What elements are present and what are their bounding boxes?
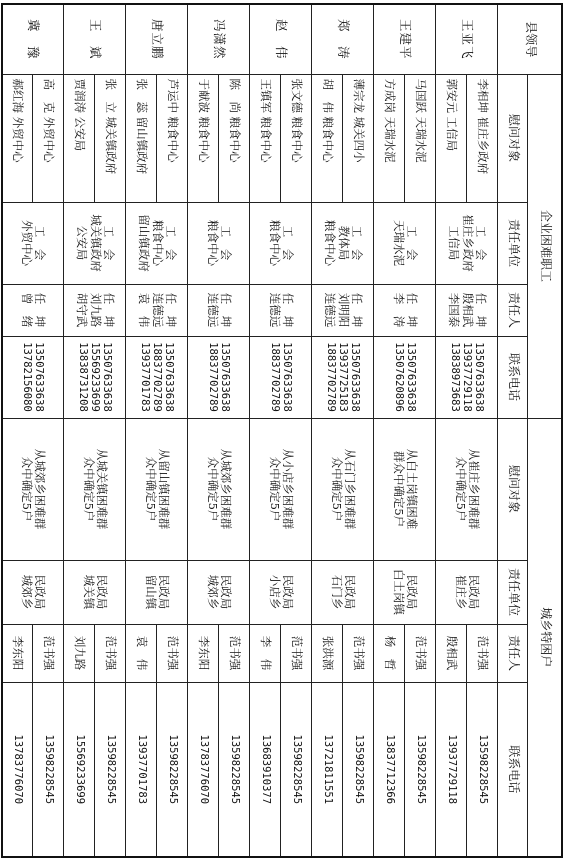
- enterprise-person-line: 连德远: [268, 292, 282, 328]
- enterprise-unit: [312, 202, 374, 284]
- enterprise-person: [126, 284, 188, 336]
- township-person: 范书强: [343, 624, 374, 682]
- enterprise-object: 陈 尚 粮食中心: [219, 74, 250, 202]
- enterprise-phone-line: 18837702789: [151, 342, 164, 412]
- township-unit-line: 民政局: [405, 574, 420, 610]
- enterprise-unit-line: 粮食中心: [150, 220, 165, 266]
- township-person: 李东阳: [2, 624, 33, 682]
- township-person: 范书强: [219, 624, 250, 682]
- enterprise-phone: [188, 336, 250, 418]
- enterprise-person: [64, 284, 126, 336]
- enterprise-phone: [374, 336, 436, 418]
- enterprise-person: [188, 284, 250, 336]
- township-unit-line: 白土岗镇: [392, 569, 406, 616]
- township-person: 张洪源: [312, 624, 343, 682]
- enterprise-person-line: 任 坤: [101, 292, 116, 328]
- table-row: [405, 4, 436, 857]
- township-person: 李 伟: [250, 624, 281, 682]
- enterprise-person-line: 连德远: [206, 292, 220, 328]
- enterprise-person-line: 任 坤: [349, 292, 364, 328]
- enterprise-object: 郝红海 外贸中心: [2, 74, 33, 202]
- township-unit-line: 石门乡: [330, 574, 344, 610]
- enterprise-phone: [250, 336, 312, 418]
- township-person: 杨 哲: [374, 624, 405, 682]
- township-object-line: 众中确定5户: [82, 456, 96, 522]
- enterprise-phone-line: 15569233699: [89, 342, 102, 412]
- township-unit-line: 民政局: [281, 574, 296, 610]
- township-object-line: 众中确定5户: [454, 456, 468, 522]
- enterprise-object: 于献波 粮食中心: [188, 74, 219, 202]
- enterprise-person-line: 连德远: [323, 292, 338, 328]
- enterprise-unit-line: 工 会: [473, 225, 488, 261]
- township-object-line: 群众中确定5户: [392, 450, 406, 528]
- enterprise-unit-line: 工信局: [447, 225, 462, 261]
- leader-name: 唐立鹏: [126, 4, 188, 74]
- enterprise-phone-line: 13782156080: [21, 342, 34, 412]
- leader-name: 王亚飞: [436, 4, 498, 74]
- table-row: [33, 4, 64, 857]
- township-unit-line: 崔庄乡: [454, 574, 468, 610]
- enterprise-object: 王镇军 粮食中心: [250, 74, 281, 202]
- leader-name: 王 斌: [64, 4, 126, 74]
- col-header-person: 责任人: [498, 284, 528, 336]
- township-unit: [374, 560, 436, 624]
- township-person: 袁 伟: [126, 624, 157, 682]
- enterprise-unit-line: 粮食中心: [323, 220, 338, 266]
- enterprise-unit-line: 粮食中心: [268, 220, 282, 266]
- enterprise-phone: [2, 336, 64, 418]
- township-object: [312, 418, 374, 560]
- enterprise-object: 高 克 外贸中心: [33, 74, 64, 202]
- enterprise-unit-line: 工 会: [101, 225, 116, 261]
- table-row: [281, 4, 312, 857]
- township-object-line: 众中确定5户: [268, 456, 282, 522]
- township-phone: 13598228545: [405, 682, 436, 857]
- enterprise-unit-line: 天瑞水泥: [392, 220, 406, 266]
- township-person: 范书强: [33, 624, 64, 682]
- enterprise-person-line: 连德远: [150, 292, 165, 328]
- enterprise-person-line: 任 坤: [219, 292, 234, 328]
- township-person: 范书强: [467, 624, 498, 682]
- township-phone: 13598228545: [95, 682, 126, 857]
- township-object: [188, 418, 250, 560]
- enterprise-object: 张 立 城关镇政府: [95, 74, 126, 202]
- township-phone: 13783776070: [188, 682, 219, 857]
- township-unit-line: 民政局: [467, 574, 482, 610]
- enterprise-unit-line: 教体局: [336, 225, 351, 261]
- township-phone: 15569233699: [64, 682, 95, 857]
- enterprise-person-line: 任 坤: [473, 292, 488, 328]
- township-unit-line: 留山镇: [144, 574, 158, 610]
- township-phone: 13598228545: [33, 682, 64, 857]
- enterprise-unit-line: 城关镇政府: [88, 214, 103, 272]
- enterprise-object: 胡 伟 粮食中心: [312, 74, 343, 202]
- enterprise-person: [436, 284, 498, 336]
- township-unit-line: 民政局: [95, 574, 110, 610]
- enterprise-phone-line: 13838973683: [448, 342, 461, 412]
- enterprise-unit-line: 工 会: [219, 225, 234, 261]
- enterprise-person-line: 李国泰: [447, 292, 462, 328]
- enterprise-unit-line: 工 会: [349, 225, 364, 261]
- enterprise-object: 郭安元 工信局: [436, 74, 467, 202]
- enterprise-person-line: 刘明阳: [336, 292, 351, 328]
- township-phone: 13721811551: [312, 682, 343, 857]
- enterprise-object: 张文德 粮食中心: [281, 74, 312, 202]
- township-unit: [2, 560, 64, 624]
- col-header-object: 慰问对象: [498, 74, 528, 202]
- enterprise-phone-line: 13937701783: [138, 342, 151, 412]
- township-unit-line: 民政局: [219, 574, 234, 610]
- enterprise-phone-line: 13507633638: [101, 342, 114, 412]
- enterprise-person: [374, 284, 436, 336]
- township-unit: [436, 560, 498, 624]
- table-row: [467, 4, 498, 857]
- enterprise-phone-line: 13838731208: [76, 342, 89, 412]
- enterprise-object: 李相坤 崔庄乡政府: [467, 74, 498, 202]
- township-object-line: 从白土岗镇困难: [405, 448, 420, 530]
- township-phone: 13937701783: [126, 682, 157, 857]
- enterprise-person: [2, 284, 64, 336]
- township-person: 刘九路: [64, 624, 95, 682]
- enterprise-unit-line: 留山镇政府: [137, 214, 152, 272]
- township-object-line: 众中确定5户: [20, 456, 35, 522]
- township-phone: 13598228545: [219, 682, 250, 857]
- enterprise-unit: [188, 202, 250, 284]
- township-person: 李东阳: [188, 624, 219, 682]
- table-row: [157, 4, 188, 857]
- leader-name: 王建平: [374, 4, 436, 74]
- enterprise-phone: [126, 336, 188, 418]
- enterprise-object: 张 蕊 留山镇政府: [126, 74, 157, 202]
- enterprise-phone-line: 13507633638: [33, 342, 46, 412]
- township-unit-line: 民政局: [157, 574, 172, 610]
- township-person: 殷相武: [436, 624, 467, 682]
- enterprise-person-line: 任 坤: [163, 292, 178, 328]
- enterprise-phone-line: 13507633638: [473, 342, 486, 412]
- enterprise-unit: [2, 202, 64, 284]
- township-object: [250, 418, 312, 560]
- enterprise-phone-line: 13937729118: [461, 342, 474, 412]
- township-unit: [250, 560, 312, 624]
- township-object: [126, 418, 188, 560]
- enterprise-unit: [374, 202, 436, 284]
- enterprise-phone: [436, 336, 498, 418]
- township-unit: [188, 560, 250, 624]
- enterprise-unit-line: 崔庄乡政府: [460, 214, 475, 272]
- leader-name: 冀 豫: [2, 4, 64, 74]
- enterprise-person-line: 胡守武: [75, 292, 90, 328]
- county-leader-header: 县领导: [498, 4, 562, 74]
- enterprise-unit-line: 工 会: [163, 225, 178, 261]
- enterprise-person-line: 任 坤: [33, 292, 48, 328]
- enterprise-phone-line: 18837702789: [207, 342, 219, 412]
- township-person: 范书强: [157, 624, 188, 682]
- enterprise-person-line: 任 坤: [405, 292, 420, 328]
- enterprise-unit: [436, 202, 498, 284]
- township-object: [436, 418, 498, 560]
- township-phone: 13783776070: [2, 682, 33, 857]
- township-object-line: 从崔庄乡困难群: [467, 448, 482, 530]
- township-unit-line: 小店乡: [268, 574, 282, 610]
- enterprise-unit-line: 外贸中心: [20, 220, 35, 266]
- township-unit-line: 城关镇: [82, 574, 96, 610]
- township-object-line: 从城郊乡困难群: [33, 448, 48, 530]
- leader-name: 赵 伟: [250, 4, 312, 74]
- enterprise-person-line: 刘九路: [88, 292, 103, 328]
- enterprise-phone-line: 13937725183: [337, 342, 350, 412]
- township-object: [374, 418, 436, 560]
- table-row: [95, 4, 126, 857]
- township-phone: 13683910377: [250, 682, 281, 857]
- township-phone: 13598228545: [281, 682, 312, 857]
- enterprise-person-line: 李 涛: [392, 292, 406, 328]
- township-object: [64, 418, 126, 560]
- township-phone: 13837712366: [374, 682, 405, 857]
- township-phone: 13598228545: [467, 682, 498, 857]
- enterprise-unit-line: 工 会: [281, 225, 296, 261]
- township-unit: [312, 560, 374, 624]
- col-header-unit: 责任单位: [498, 560, 528, 624]
- township-unit-line: 民政局: [343, 574, 358, 610]
- township-object-line: 从留山镇困难群: [157, 448, 172, 530]
- table-body: [2, 4, 498, 857]
- enterprise-person-line: 曾 绪: [20, 292, 35, 328]
- leader-name: 冯潇然: [188, 4, 250, 74]
- enterprise-unit-line: 粮食中心: [206, 220, 220, 266]
- township-object-line: 从城郊乡困难群: [219, 448, 234, 530]
- enterprise-phone-line: 13507633638: [219, 342, 232, 412]
- enterprise-phone: [312, 336, 374, 418]
- township-object: [2, 418, 64, 560]
- township-person: 范书强: [95, 624, 126, 682]
- township-person: 范书强: [281, 624, 312, 682]
- enterprise-unit-line: 工 会: [33, 225, 48, 261]
- enterprise-unit-line: 公安局: [75, 225, 90, 261]
- enterprise-unit: [250, 202, 312, 284]
- township-object-line: 从小店乡困难群: [281, 448, 296, 530]
- enterprise-phone-line: 18837702789: [269, 342, 281, 412]
- enterprise-person-line: 殷相武: [460, 292, 475, 328]
- enterprise-phone-line: 13507633638: [281, 342, 294, 412]
- enterprise-person: [250, 284, 312, 336]
- township-object-line: 从石门乡困难群: [343, 448, 358, 530]
- township-unit-line: 城郊乡: [206, 574, 220, 610]
- enterprise-object: 芦运中 粮食中心: [157, 74, 188, 202]
- table-row: [343, 4, 374, 857]
- leader-name: 郑 涛: [312, 4, 374, 74]
- township-phone: 13598228545: [157, 682, 188, 857]
- enterprise-person: [312, 284, 374, 336]
- enterprise-object: 贾润涛 公安局: [64, 74, 95, 202]
- enterprise-phone-line: 13507633638: [349, 342, 362, 412]
- enterprise-phone-line: 13507633638: [163, 342, 176, 412]
- enterprise-phone-line: 13507620896: [393, 342, 405, 412]
- enterprise-person-line: 任 坤: [281, 292, 296, 328]
- enterprise-object: 马国跃 天瑞水泥: [405, 74, 436, 202]
- col-header-phone: 联系电话: [498, 336, 528, 418]
- assistance-table: [1, 3, 563, 858]
- enterprise-phone: [64, 336, 126, 418]
- township-group-header: 城乡特困户: [528, 418, 562, 857]
- township-object-line: 从城关镇困难群: [95, 448, 110, 530]
- township-unit: [126, 560, 188, 624]
- enterprise-unit: [126, 202, 188, 284]
- table-row: [219, 4, 250, 857]
- enterprise-person-line: 袁 伟: [137, 292, 152, 328]
- enterprise-phone-line: 13507633638: [405, 342, 418, 412]
- col-header-unit: 责任单位: [498, 202, 528, 284]
- township-object-line: 众中确定5户: [144, 456, 158, 522]
- township-person: 范书强: [405, 624, 436, 682]
- township-phone: 13937729118: [436, 682, 467, 857]
- township-object-line: 众中确定5户: [330, 456, 344, 522]
- enterprise-group-header: 企业困难职工: [528, 74, 562, 418]
- enterprise-unit-line: 工 会: [405, 225, 420, 261]
- township-unit-line: 城郊乡: [20, 574, 35, 610]
- township-unit: [64, 560, 126, 624]
- enterprise-object: 薄宗龙 城关四小: [343, 74, 374, 202]
- township-object-line: 众中确定5户: [206, 456, 220, 522]
- township-phone: 13598228545: [343, 682, 374, 857]
- col-header-person: 责任人: [498, 624, 528, 682]
- township-unit-line: 民政局: [33, 574, 48, 610]
- col-header-phone: 联系电话: [498, 682, 528, 857]
- col-header-object: 慰问对象: [498, 418, 528, 560]
- enterprise-phone-line: 18837702789: [324, 342, 337, 412]
- enterprise-unit: [64, 202, 126, 284]
- enterprise-object: 方成岗 天瑞水泥: [374, 74, 405, 202]
